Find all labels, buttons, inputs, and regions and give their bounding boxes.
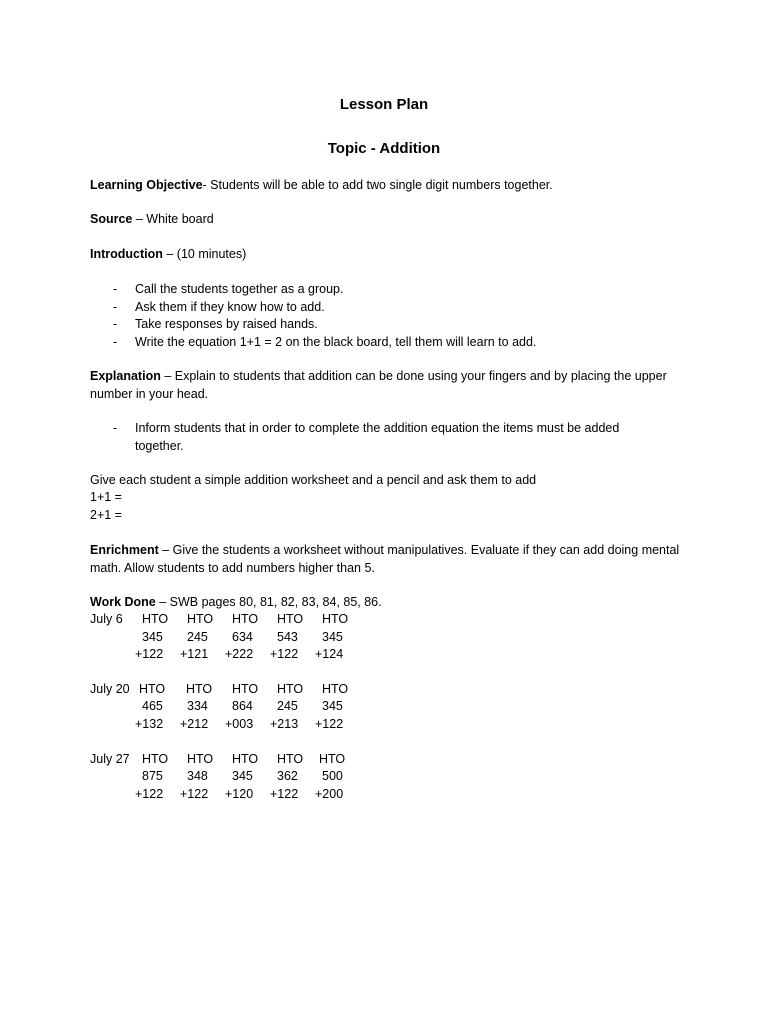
addend-bottom: +120 (225, 787, 254, 801)
addend-bottom: +122 (315, 717, 344, 731)
dash-bullet-icon: - (113, 317, 118, 331)
worksheet-line-1: Give each student a simple addition worksheet and a pencil and ask them to add (90, 473, 537, 487)
hto-header: HTO (277, 752, 304, 766)
source-label: Source (90, 212, 133, 226)
worksheet-line-2: 1+1 = (90, 490, 122, 504)
addend-top: 465 (142, 699, 163, 713)
addend-bottom: +124 (315, 647, 344, 661)
addend-bottom: +122 (135, 787, 164, 801)
addend-bottom: +132 (135, 717, 164, 731)
hto-header: HTO (232, 752, 259, 766)
page-title: Lesson Plan (339, 96, 429, 113)
source (90, 211, 680, 229)
source-text: – White board (132, 212, 214, 226)
introduction-list (90, 281, 680, 351)
addend-bottom: +213 (270, 717, 299, 731)
list-item: - Call the students together as a group. (90, 281, 680, 299)
work-date: July 6 (90, 612, 123, 626)
work-done-text: – SWB pages 80, 81, 82, 83, 84, 85, 86. (155, 595, 382, 609)
learning-objective (90, 177, 680, 195)
introduction-text: – (10 minutes) (162, 247, 247, 261)
addend-top: 245 (187, 630, 208, 644)
addend-top: 345 (322, 630, 343, 644)
introduction (90, 246, 680, 264)
addend-top: 245 (277, 699, 298, 713)
addend-bottom: +122 (135, 647, 164, 661)
addend-top: 362 (277, 769, 298, 783)
hto-header: HTO (277, 612, 304, 626)
enrichment-label: Enrichment (90, 543, 159, 557)
hto-header: HTO (232, 612, 259, 626)
addend-top: 500 (322, 769, 343, 783)
work-date: July 20 (90, 682, 130, 696)
introduction-label: Introduction (90, 247, 163, 261)
hto-header: HTO (232, 682, 259, 696)
dash-bullet-icon: - (113, 334, 118, 349)
addend-top: 543 (277, 630, 298, 644)
addend-bottom: +122 (180, 787, 209, 801)
hto-header: HTO (186, 682, 213, 696)
list-item: - Write the equation 1+1 = 2 on the black board, tell them will learn to add. (90, 334, 680, 352)
learning-objective-text: - Students will be able to add two single digit numbers together. (202, 178, 553, 192)
hto-header: HTO (322, 682, 349, 696)
addend-bottom: +003 (225, 717, 254, 731)
list-item: - Ask them if they know how to add. (90, 299, 680, 317)
worksheet-line-3: 2+1 = (90, 508, 122, 522)
explanation-text: – Explain to students that addition can be done using your fingers and by placing the upper number in your head. (90, 369, 667, 401)
addend-top: 345 (322, 699, 343, 713)
work-date: July 27 (90, 752, 130, 766)
explanation-list (90, 420, 680, 455)
addend-top: 864 (232, 699, 253, 713)
addend-top: 634 (232, 630, 253, 644)
addend-top: 875 (142, 769, 163, 783)
topic-heading: Topic - Addition (327, 140, 441, 157)
hto-header: HTO (277, 682, 304, 696)
explanation-label: Explanation (90, 369, 161, 383)
addend-bottom: +121 (180, 647, 209, 661)
dash-bullet-icon: - (113, 299, 118, 314)
hto-header: HTO (187, 612, 214, 626)
hto-header: HTO (187, 752, 214, 766)
addend-top: 334 (187, 699, 208, 713)
addend-bottom: +212 (180, 717, 209, 731)
addend-bottom: +122 (270, 787, 299, 801)
addend-bottom: +200 (315, 787, 344, 801)
hto-header: HTO (319, 752, 346, 766)
list-item: - Take responses by raised hands. (90, 316, 680, 334)
addend-top: 345 (232, 769, 253, 783)
addend-bottom: +122 (270, 647, 299, 661)
hto-header: HTO (322, 612, 349, 626)
work-done-label: Work Done (90, 595, 156, 609)
explanation (90, 368, 680, 403)
enrichment-text: – Give the students a worksheet without manipulatives. Evaluate if they can add doing mental math. Allow students to add numbers higher than 5. (90, 543, 680, 575)
addend-top: 345 (142, 630, 163, 644)
list-item: - Inform students that in order to complete the addition equation the items must be added together. (113, 421, 620, 453)
hto-header: HTO (139, 682, 166, 696)
enrichment (90, 542, 680, 577)
dash-bullet-icon: - (113, 421, 118, 435)
work-done (90, 594, 680, 612)
hto-header: HTO (142, 612, 169, 626)
learning-objective-label: Learning Objective (90, 178, 203, 192)
addend-bottom: +222 (225, 647, 254, 661)
dash-bullet-icon: - (113, 282, 118, 296)
hto-header: HTO (142, 752, 169, 766)
addend-top: 348 (187, 769, 208, 783)
